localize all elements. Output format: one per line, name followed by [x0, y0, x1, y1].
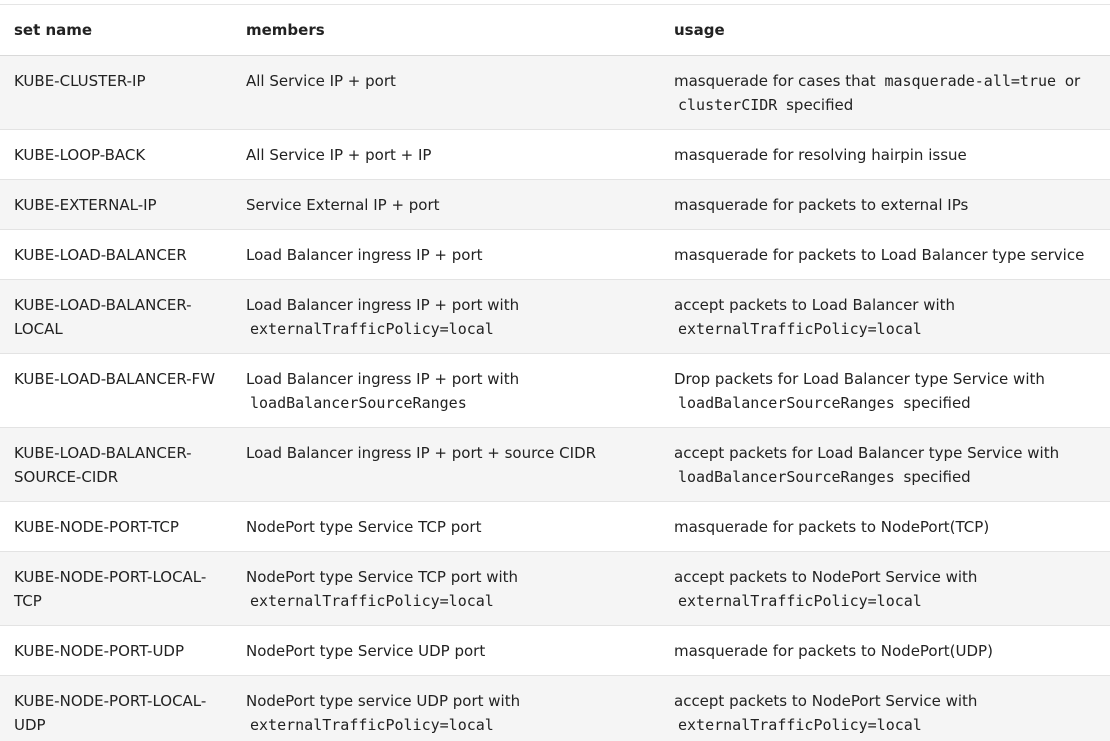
- cell-set-name: [0, 230, 232, 280]
- cell-usage: [660, 676, 1110, 741]
- cell-line: [674, 589, 1110, 613]
- cell-usage: [660, 626, 1110, 676]
- cell-text: masquerade for resolving hairpin issue: [674, 146, 967, 164]
- cell-members: [232, 280, 660, 354]
- cell-usage: [660, 428, 1110, 502]
- cell-text: or: [1060, 72, 1081, 90]
- cell-members: [232, 56, 660, 130]
- ipset-table: [0, 4, 1110, 741]
- cell-line: [674, 69, 1110, 93]
- inline-code: externalTrafficPolicy=local: [250, 592, 494, 610]
- cell-line: [674, 441, 1110, 465]
- cell-text: NodePort type Service TCP port: [246, 518, 482, 536]
- cell-line: [246, 243, 660, 267]
- cell-text: Load Balancer ingress IP + port + source CIDR: [246, 444, 597, 462]
- cell-text: accept packets to NodePort Service with: [674, 692, 978, 710]
- cell-text: NodePort type Service UDP port: [246, 642, 486, 660]
- cell-text: specified: [898, 394, 971, 412]
- cell-line: [246, 441, 660, 465]
- inline-code: loadBalancerSourceRanges: [250, 394, 467, 412]
- header-row: [0, 5, 1110, 56]
- table-row: [0, 502, 1110, 552]
- cell-members: [232, 626, 660, 676]
- cell-text: Service External IP + port: [246, 196, 440, 214]
- cell-line: [674, 143, 1110, 167]
- cell-text: masquerade for cases that: [674, 72, 881, 90]
- cell-line: [674, 689, 1110, 713]
- set-name-text: TCP: [14, 592, 42, 610]
- cell-line: [674, 293, 1110, 317]
- inline-code: masquerade-all=true: [884, 72, 1057, 90]
- set-name-text: KUBE-NODE-PORT-LOCAL-: [14, 568, 207, 586]
- table-header: [0, 5, 1110, 56]
- cell-set-name: [0, 428, 232, 502]
- cell-usage: [660, 502, 1110, 552]
- cell-members: [232, 230, 660, 280]
- cell-text: accept packets to NodePort Service with: [674, 568, 978, 586]
- cell-line: [246, 317, 660, 341]
- set-name-text: UDP: [14, 716, 46, 734]
- cell-text: NodePort type service UDP port with: [246, 692, 521, 710]
- cell-line: [674, 193, 1110, 217]
- cell-line: [674, 565, 1110, 589]
- inline-code: loadBalancerSourceRanges: [678, 394, 895, 412]
- table-row: [0, 428, 1110, 502]
- cell-line: [674, 515, 1110, 539]
- table-row: [0, 280, 1110, 354]
- cell-members: [232, 676, 660, 741]
- table-row: [0, 676, 1110, 741]
- set-name-text: KUBE-CLUSTER-IP: [14, 72, 146, 90]
- cell-set-name: [0, 180, 232, 230]
- inline-code: clusterCIDR: [678, 96, 778, 114]
- cell-line: [246, 639, 660, 663]
- cell-text: NodePort type Service TCP port with: [246, 568, 519, 586]
- cell-text: masquerade for packets to Load Balancer type service: [674, 246, 1085, 264]
- cell-line: [674, 713, 1110, 737]
- cell-text: accept packets for Load Balancer type Service with: [674, 444, 1060, 462]
- cell-set-name: [0, 56, 232, 130]
- cell-text: Load Balancer ingress IP + port with: [246, 296, 520, 314]
- cell-text: masquerade for packets to NodePort(TCP): [674, 518, 990, 536]
- set-name-text: KUBE-LOOP-BACK: [14, 146, 146, 164]
- cell-text: All Service IP + port: [246, 72, 396, 90]
- cell-members: [232, 502, 660, 552]
- cell-text: Drop packets for Load Balancer type Service with: [674, 370, 1045, 388]
- cell-set-name: [0, 502, 232, 552]
- cell-usage: [660, 230, 1110, 280]
- cell-members: [232, 180, 660, 230]
- set-name-text: KUBE-NODE-PORT-TCP: [14, 518, 179, 536]
- set-name-text: KUBE-LOAD-BALANCER: [14, 246, 187, 264]
- cell-text: accept packets to Load Balancer with: [674, 296, 956, 314]
- cell-line: [674, 639, 1110, 663]
- cell-set-name: [0, 626, 232, 676]
- cell-line: [674, 93, 1110, 117]
- cell-members: [232, 552, 660, 626]
- set-name-text: SOURCE-CIDR: [14, 468, 119, 486]
- set-name-text: KUBE-LOAD-BALANCER-: [14, 296, 192, 314]
- header-usage: usage: [660, 5, 1110, 56]
- cell-line: [246, 143, 660, 167]
- cell-line: [246, 367, 660, 391]
- cell-line: [246, 713, 660, 737]
- cell-usage: [660, 56, 1110, 130]
- header-members: members: [232, 5, 660, 56]
- cell-text: specified: [781, 96, 854, 114]
- set-name-text: LOCAL: [14, 320, 63, 338]
- inline-code: externalTrafficPolicy=local: [678, 320, 922, 338]
- cell-text: masquerade for packets to NodePort(UDP): [674, 642, 993, 660]
- cell-line: [246, 689, 660, 713]
- cell-usage: [660, 552, 1110, 626]
- cell-line: [246, 515, 660, 539]
- cell-set-name: [0, 130, 232, 180]
- cell-members: [232, 354, 660, 428]
- cell-line: [674, 317, 1110, 341]
- cell-set-name: [0, 354, 232, 428]
- set-name-text: KUBE-EXTERNAL-IP: [14, 196, 157, 214]
- header-set-name: set name: [0, 5, 232, 56]
- cell-line: [246, 589, 660, 613]
- cell-text: masquerade for packets to external IPs: [674, 196, 969, 214]
- cell-members: [232, 130, 660, 180]
- cell-line: [246, 293, 660, 317]
- set-name-text: KUBE-NODE-PORT-LOCAL-: [14, 692, 207, 710]
- set-name-text: KUBE-LOAD-BALANCER-: [14, 444, 192, 462]
- cell-set-name: [0, 552, 232, 626]
- cell-text: Load Balancer ingress IP + port: [246, 246, 483, 264]
- cell-set-name: [0, 280, 232, 354]
- inline-code: externalTrafficPolicy=local: [250, 320, 494, 338]
- set-name-text: KUBE-LOAD-BALANCER-FW: [14, 370, 216, 388]
- cell-text: specified: [898, 468, 971, 486]
- table-row: [0, 626, 1110, 676]
- cell-line: [674, 465, 1110, 489]
- cell-text: Load Balancer ingress IP + port with: [246, 370, 520, 388]
- cell-usage: [660, 280, 1110, 354]
- cell-text: All Service IP + port + IP: [246, 146, 432, 164]
- cell-usage: [660, 130, 1110, 180]
- table-row: [0, 180, 1110, 230]
- cell-members: [232, 428, 660, 502]
- cell-line: [246, 565, 660, 589]
- table-row: [0, 230, 1110, 280]
- inline-code: externalTrafficPolicy=local: [678, 716, 922, 734]
- table-body: [0, 56, 1110, 741]
- cell-set-name: [0, 676, 232, 741]
- table-row: [0, 56, 1110, 130]
- cell-usage: [660, 354, 1110, 428]
- cell-line: [246, 69, 660, 93]
- table-row: [0, 130, 1110, 180]
- cell-line: [246, 391, 660, 415]
- cell-line: [674, 243, 1110, 267]
- inline-code: externalTrafficPolicy=local: [678, 592, 922, 610]
- cell-line: [246, 193, 660, 217]
- inline-code: loadBalancerSourceRanges: [678, 468, 895, 486]
- set-name-text: KUBE-NODE-PORT-UDP: [14, 642, 185, 660]
- cell-line: [674, 391, 1110, 415]
- table-row: [0, 354, 1110, 428]
- table-row: [0, 552, 1110, 626]
- inline-code: externalTrafficPolicy=local: [250, 716, 494, 734]
- cell-usage: [660, 180, 1110, 230]
- cell-line: [674, 367, 1110, 391]
